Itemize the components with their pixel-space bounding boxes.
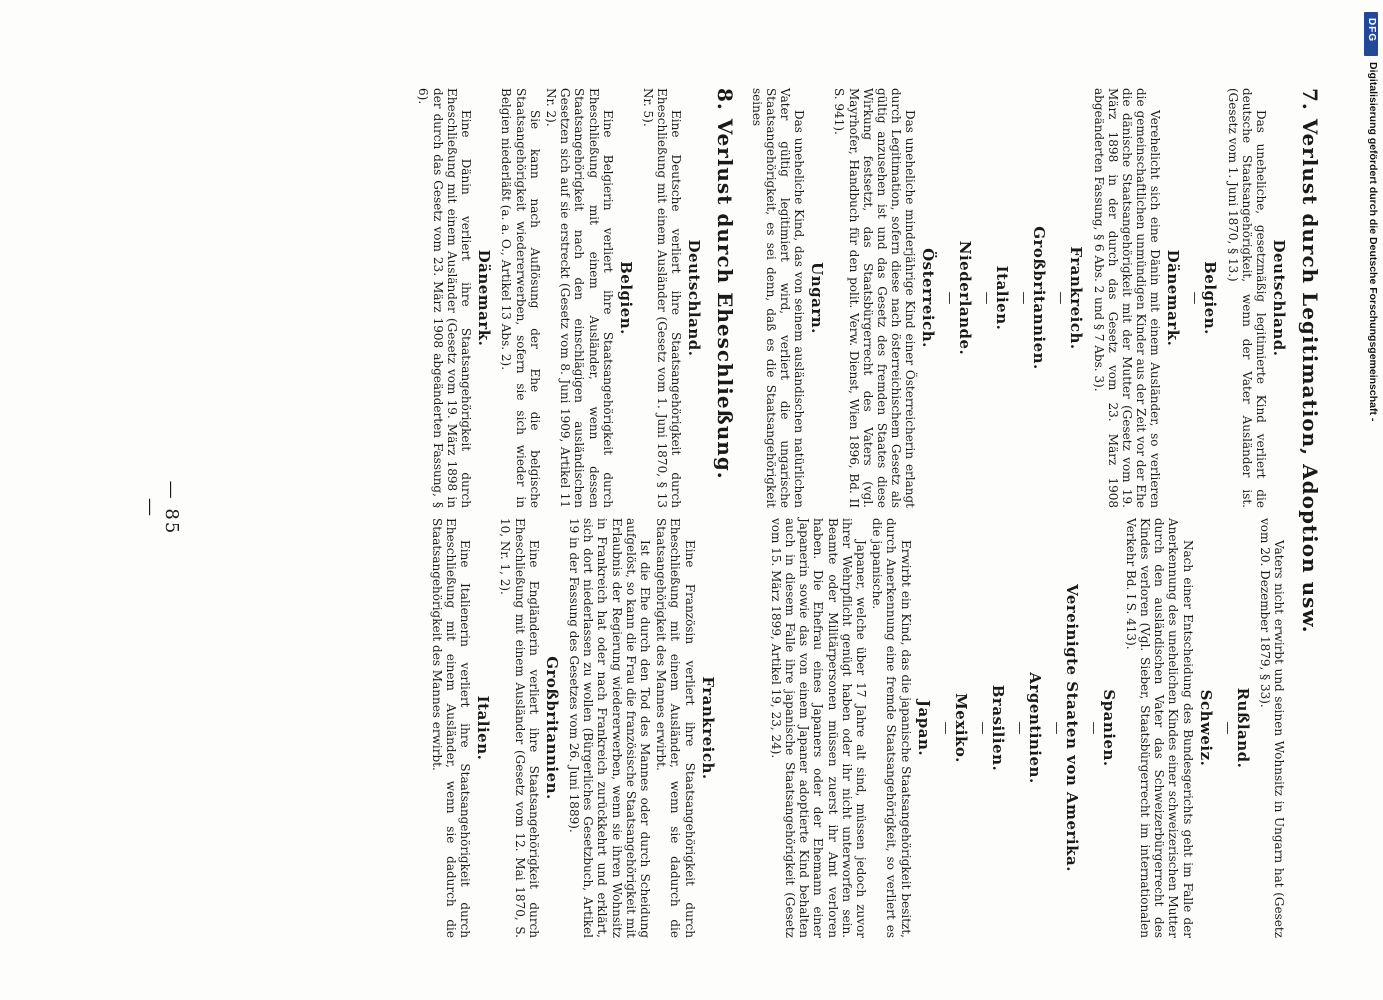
paragraph: Ist die Ehe durch den Tod des Mannes oder durch Scheidung aufgelöst, so kann die Frau die französische Staatsangehörigkeit mit Erlaubnis der Regierung wiedererwerben, wenn sie ihren Wohnsitz in Frankreich hat oder nach Frankreich zurückkehrt und erklärt, sich dort niederlassen zu wollen (Bürgerliches Gesetzbuch, Artikel 19 in der Fassung des Gesetzes vom 26. Juni 1889). bbox=[566, 518, 652, 938]
paragraph: Das uneheliche, gesetzmäßig legitimierte Kind verliert die deutsche Staatsangehörigkeit, wenn der Vater Ausländer ist. (Gesetz vom 1. Juni 1870, § 13.) bbox=[1225, 88, 1268, 508]
paragraph: Japaner, welche über 17 Jahre alt sind, müssen jedoch zuvor ihrer Wehrpflicht genügt haben oder ihr nicht unterworfen sein. Beamte oder Militärpersonen müssen zuerst ihr Amt verloren haben. Die Ehefrau eines Japaners oder der Ehemann einer Japanerin sowie das von einem Japaner adoptierte Kind behalten auch in diesem Falle ihre japanische Staatsangehörigkeit (Gesetz vom 15. März 1899, Artikel 19, 23, 24). bbox=[768, 518, 868, 938]
country-heading: Ungarn. bbox=[808, 262, 827, 334]
no-provision-dash: — bbox=[1053, 291, 1069, 305]
paragraph: Erwirbt ein Kind, das die japanische Staatsangehörigkeit besitzt, durch Anerkennung eine fremde Staatsangehörigkeit, so verliert es die japanische. bbox=[870, 518, 913, 938]
section-gap bbox=[723, 518, 767, 938]
no-provision-dash: — bbox=[979, 291, 995, 305]
country-heading: Japan. bbox=[914, 699, 933, 757]
paragraph: Eine Engländerin verliert ihre Staatsangehörigkeit durch Eheschließung mit einem Ausländer (Gesetz vom 12. Mai 1870, S. 10, Nr. 1, 2). bbox=[498, 518, 541, 938]
page-number: — 85 — bbox=[140, 480, 182, 536]
rotated-page-content bbox=[140, 88, 1322, 938]
no-provision-dash: — bbox=[1011, 721, 1027, 735]
credit-text: Digitalisierung gefördert durch die Deutsche Forschungsgemeinschaft - bbox=[1367, 62, 1379, 422]
paragraph: Verehelicht sich eine Dänin mit einem Ausländer, so verlieren die gemeinschaftlichen unmündigen Kinder aus der Zeit vor der Ehe die dänische Staatsangehörigkeit mit der Mutter (Gesetz vom 19. März 1898 in der durch das Gesetz vom 23. März 1908 abgeänderten Fassung, § 6 Abs. 2 und § 7 Abs. 3). bbox=[1091, 88, 1163, 508]
paragraph: Eine Belgierin verliert ihre Staatsangehörigkeit durch Eheschließung mit einem Ausländer, wenn dessen Staatsangehörigkeit nach den einschlägigen ausländischen Gesetzen sich auf sie erstreckt (Gesetz vom 8. Juni 1909, Artikel 11 Nr. 2). bbox=[543, 88, 615, 508]
no-provision-dash: — bbox=[942, 291, 958, 305]
country-heading: Niederlande. bbox=[956, 240, 975, 356]
country-heading: Belgien. bbox=[616, 261, 635, 335]
country-heading: Mexiko. bbox=[951, 693, 970, 763]
country-heading: Rußland. bbox=[1233, 687, 1252, 769]
country-heading: Dänemark. bbox=[475, 249, 494, 347]
no-provision-dash: — bbox=[974, 721, 990, 735]
no-provision-dash: — bbox=[1187, 291, 1203, 305]
right-column bbox=[428, 518, 1323, 938]
paragraph: Eine Französin verliert ihre Staatsangehörigkeit durch Eheschließung mit einem Ausländer, wenn sie dadurch die Staatsangehörigkeit des Mannes erwirbt. bbox=[654, 518, 697, 938]
paragraph: Sie kann nach Auflösung der Ehe die belgische Staatsangehörigkeit wiedererwerben, sofern sie sich wieder in Belgien niederläßt (a. a. O., Artikel 13 Abs. 2). bbox=[499, 88, 542, 508]
country-heading: Großbritannien. bbox=[1030, 226, 1049, 370]
paragraph: Eine Dänin verliert ihre Staatsangehörigkeit durch Eheschließung mit einem Ausländer (Gesetz vom 19. März 1898 in der durch das Gesetz vom 23. März 1908 abgeänderten Fassung, § 6). bbox=[416, 88, 474, 508]
paragraph: Das uneheliche Kind, das von seinem ausländischen natürlichen Vater gültig legitimiert wird, verliert die ungarische Staatsangehörigkeit, es sei denn, daß es die Staatsangehörigkeit seines bbox=[749, 88, 807, 508]
paragraph: Nach einer Entscheidung des Bundesgerichts geht im Falle der Anerkennung des unehelichen Kindes einer schweizerischen Mutter durch den ausländischen Vater das Schweizerbürgerrecht des Kindes verloren (Vgl. Sieber, Staatsbürgerrecht im internationalen Verkehr Bd. I S. 413). bbox=[1123, 518, 1195, 938]
left-column bbox=[414, 88, 1322, 634]
no-provision-dash: — bbox=[937, 721, 953, 735]
country-heading: Frankreich. bbox=[698, 676, 717, 780]
paragraph: Vaters nicht erwirbt und seinen Wohnsitz in Ungarn hat (Gesetz vom 20. Dezember 1879, § 33). bbox=[1257, 518, 1286, 938]
country-heading: Argentinien. bbox=[1025, 672, 1044, 784]
country-heading: Belgien. bbox=[1201, 261, 1220, 335]
digitization-credit bbox=[1361, 6, 1381, 706]
country-heading: Schweiz. bbox=[1196, 689, 1215, 767]
country-heading: Deutschland. bbox=[1270, 239, 1288, 357]
country-heading: Italien. bbox=[474, 695, 493, 761]
section7-heading: 7. Verlust durch Legitimation, Adoption usw. bbox=[1298, 88, 1322, 634]
no-provision-dash: — bbox=[1085, 721, 1101, 735]
paragraph: Eine Italienerin verliert ihre Staatsangehörigkeit durch Eheschließung mit einem Ausländer, wenn sie dadurch die Staatsangehörigkeit des Mannes erwirbt. bbox=[429, 518, 473, 938]
no-provision-dash: — bbox=[1219, 721, 1235, 735]
paragraph: Das uneheliche minderjährige Kind einer Österreicherin erlangt durch Legitimation, sofern diese nach österreichischem Gesetz als gültig anzusehen ist und das Gesetz des fremden Staates diese Wirkung festsetzt, das Staatsbürgerrecht des Vaters (vgl. Mayrhofer, Handbuch für den polit. Verw. Dienst, Wien 1896, Bd. II S. 941). bbox=[832, 88, 918, 508]
paragraph: Eine Deutsche verliert ihre Staatsangehörigkeit durch Eheschließung mit einem Ausländer (Gesetz vom 1. Juni 1870, § 13 Nr. 5). bbox=[640, 88, 684, 508]
heading-spacer bbox=[1288, 518, 1322, 938]
section-gap bbox=[737, 88, 747, 508]
country-heading: Frankreich. bbox=[1067, 246, 1086, 350]
country-heading: Vereinigte Staaten von Amerika. bbox=[1062, 584, 1081, 872]
country-heading: Dänemark. bbox=[1164, 249, 1183, 347]
country-heading: Brasilien. bbox=[988, 684, 1007, 772]
country-heading: Österreich. bbox=[919, 248, 938, 348]
dfg-logo bbox=[1364, 12, 1378, 56]
section8-heading: 8. Verlust durch Eheschließung. bbox=[713, 88, 738, 480]
no-provision-dash: — bbox=[1048, 721, 1064, 735]
country-heading: Italien. bbox=[993, 265, 1012, 331]
country-heading: Großbritannien. bbox=[542, 656, 561, 800]
country-heading: Deutschland. bbox=[685, 239, 704, 357]
dfg-logo-text: DFG bbox=[1366, 18, 1377, 43]
no-provision-dash: — bbox=[1016, 291, 1032, 305]
country-heading: Spanien. bbox=[1099, 689, 1118, 767]
